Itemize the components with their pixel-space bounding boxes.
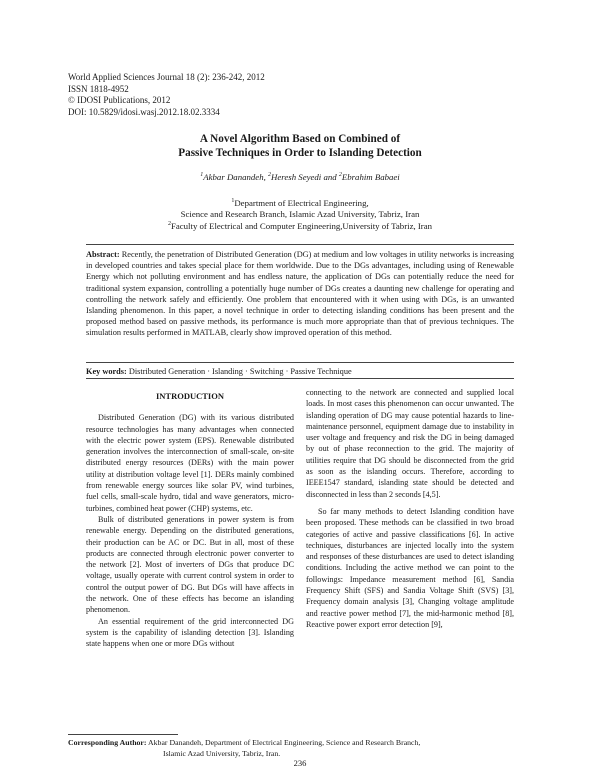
- copyright: © IDOSI Publications, 2012: [68, 95, 171, 105]
- keywords-label: Key words:: [86, 367, 127, 376]
- corresponding-line-2: Islamic Azad University, Tabriz, Iran.: [163, 748, 281, 758]
- keywords-bottom-rule: [86, 378, 514, 379]
- corresponding-line-1: Akbar Danandeh, Department of Electrical Engineering, Science and Research Branch,: [148, 738, 421, 747]
- affiliations: [0, 198, 600, 232]
- issn: ISSN 1818-4952: [68, 83, 129, 94]
- title-line-2: Passive Techniques in Order to Islanding Detection: [178, 147, 422, 159]
- author-1: Akbar Danandeh: [203, 172, 264, 182]
- paragraph: So far many methods to detect Islanding condition have been proposed. These methods can be classified in two broad categories of active and passive classifications [6]. In active techniques, disturbances are injected locally into the system and responses of these disturbances are used to detect islanding conditions. Including the active method we can point to the followings: Impedance measurement method [6], Sandia Frequency Shift (SFS) and Sandia Voltage Shift (SVS) [3], Frequency domain analysis [3], Changing voltage amplitude and reactive power method [7], the mid-harmonic method [8], Reactive power export error detection [9],: [306, 506, 514, 629]
- author-1-affil: 1: [200, 172, 204, 179]
- author-sep-2: and: [321, 172, 339, 182]
- affiliation-2-marker: 2: [167, 220, 171, 227]
- journal-header: [68, 72, 265, 118]
- author-3-affil: 2: [338, 172, 342, 179]
- author-2: Heresh Seyedi: [271, 172, 322, 182]
- corresponding-author: [68, 738, 528, 759]
- affiliation-1: $^1$Department of Electrical Engineering,: [231, 198, 369, 208]
- corresponding-label: Corresponding Author:: [68, 738, 147, 747]
- keywords: [86, 366, 352, 377]
- abstract-top-rule: [86, 244, 514, 245]
- left-column: [86, 387, 294, 650]
- author-list: [0, 172, 600, 183]
- abstract-label: Abstract:: [86, 250, 120, 259]
- paragraph: Distributed Generation (DG) with its various distributed resource technologies has many advantages when connected with the electric power system (EPS). Renewable distributed generation involves the interconnection of small-scale, on-site distributed energy resources (DERs) with the main power utility at distribution voltage level [1]. DERs mainly combined from renewable energy sources like solar PV, wind turbines, fuel cells, small-scale hydro, tidal and wave generators, micro-turbines, combined heat power (CHP) systems, etc.: [86, 413, 294, 513]
- affiliation-2: $^2$Faculty of Electrical and Computer Engineering,University of Tabriz, Iran: [167, 220, 433, 231]
- paragraph: connecting to the network are connected and supplied local loads. In most cases this phenomenon can occur unwanted. The islanding operation of DG may cause potential hazards to line-maintenance personnel, equipment damage due to instability in user voltage and frequency and risk the DG in being damaged by out of phase reconnection to the grid. The majority of utilities require that DG should be disconnected from the grid as soon as the islanding occurs. Therefore, according to IEEE1547 standard, islanding state should be detected and disconnected in less than 2 seconds [4,5].: [306, 388, 514, 499]
- paper-title: [0, 132, 600, 160]
- author-3: Ebrahim Babaei: [341, 172, 400, 182]
- journal-citation: World Applied Sciences Journal 18 (2): 236-242, 2012: [68, 72, 265, 82]
- author-2-affil: 2: [268, 172, 272, 179]
- title-line-1: A Novel Algorithm Based on Combined of: [199, 133, 401, 145]
- keywords-text: Distributed Generation · Islanding · Switching · Passive Technique: [128, 367, 352, 376]
- page-number: 236: [293, 758, 307, 768]
- author-sep-1: ,: [263, 172, 269, 182]
- paragraph: Bulk of distributed generations in power system is from renewable energy. Depending on the distributed generations, their production can be AC or DC. But in all, most of these products are connected through electronic power converter to the network [2]. Most of inverters of DGs that produce DC voltage, usually operate with current control system in order to control the output power of DG. But DGs will have affects in the network. One of these effects has become an islanding phenomenon.: [86, 514, 294, 615]
- paragraph: An essential requirement of the grid interconnected DG system is the capability of islanding detection [3]. Islanding state happens when one or more DGs without: [86, 616, 294, 649]
- right-column: [306, 387, 514, 630]
- footnote-rule: [68, 734, 178, 735]
- doi: DOI: 10.5829/idosi.wasj.2012.18.02.3334: [68, 106, 220, 117]
- affiliation-1-marker: 1: [231, 198, 235, 205]
- affiliation-1-cont: Science and Research Branch, Islamic Azad University, Tabriz, Iran: [180, 209, 420, 220]
- abstract: [86, 249, 514, 339]
- section-heading-introduction: INTRODUCTION: [155, 391, 224, 401]
- abstract-text: Recently, the penetration of Distributed Generation (DG) at medium and low voltages in utility networks is increasing in developed countries and takes special place for them worldwide. Due to the DGs advantages, including using of Renewable Energy which not polluting environment and has endless nature, the application of DGs can potentially reduce the need for traditional system expansion, controlling a potentially huge number of DGs creates a daunting new challenge for operating and controlling the network safely and efficiently. One problem that encountered with it when using with DGs, is an unwanted Islanding phenomenon. In this paper, a novel technique in order to detecting islanding conditions has been present and the proposed method based on passive methods, its performance is much more appropriate than that of previous techniques. The simulation results performed in MATLAB, clearly show improved operation of this method.: [86, 250, 515, 338]
- abstract-bottom-rule: [86, 362, 514, 363]
